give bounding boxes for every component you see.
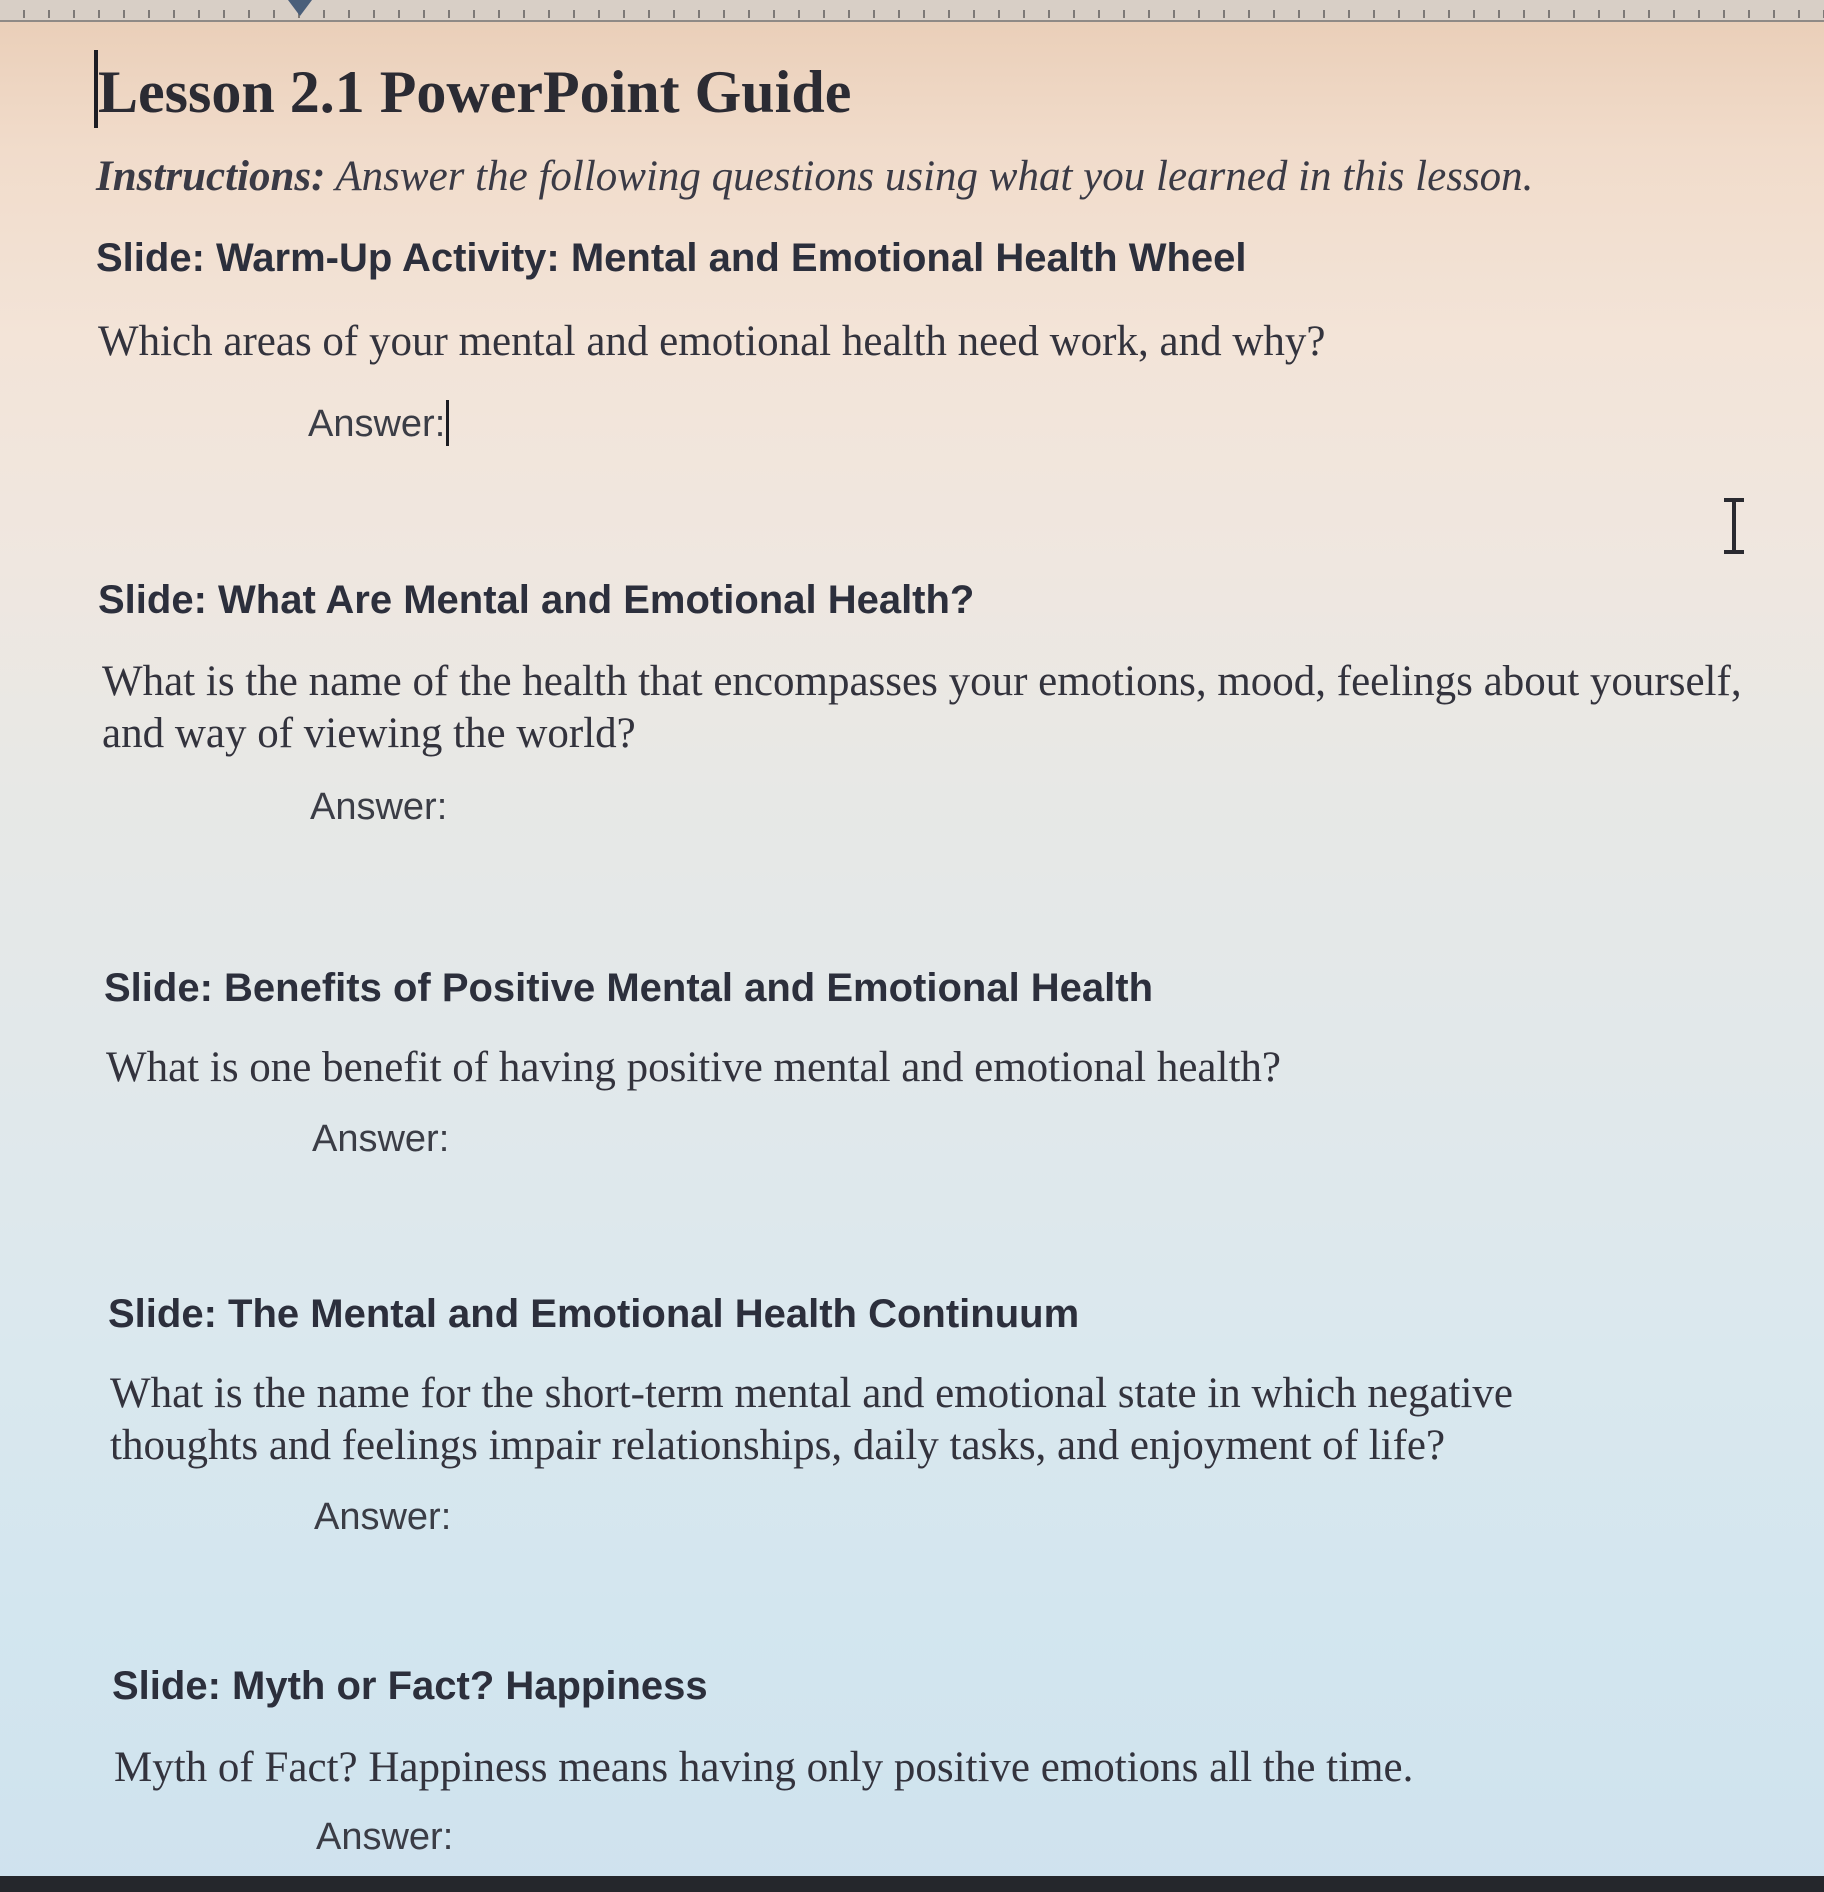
question-text: Myth of Fact? Happiness means having only positive emotions all the time.	[114, 1744, 1414, 1791]
answer-field[interactable]	[316, 1816, 453, 1859]
status-bar	[0, 1876, 1824, 1892]
slide-heading: Slide: Myth or Fact? Happiness	[112, 1664, 708, 1708]
instructions	[96, 152, 1533, 201]
question-text: What is the name for the short-term mental and emotional state in which negative thoughts and feelings impair relationships, daily tasks, and enjoyment of life?	[110, 1370, 1514, 1469]
answer-field[interactable]	[314, 1496, 451, 1539]
answer-label: Answer:	[308, 403, 446, 445]
slide-heading: Slide: What Are Mental and Emotional Health?	[98, 578, 975, 622]
answer-label: Answer:	[316, 1816, 454, 1858]
slide-heading: Slide: Benefits of Positive Mental and Emotional Health	[104, 966, 1154, 1010]
answer-field[interactable]	[310, 786, 447, 829]
answer-field[interactable]	[308, 400, 449, 446]
slide-heading: Slide: Warm-Up Activity: Mental and Emotional Health Wheel	[96, 236, 1247, 280]
question-text: Which areas of your mental and emotional health need work, and why?	[98, 318, 1326, 365]
question-text: What is one benefit of having positive mental and emotional health?	[106, 1044, 1281, 1091]
slide-heading: Slide: The Mental and Emotional Health Continuum	[108, 1292, 1080, 1336]
answer-label: Answer:	[314, 1496, 452, 1538]
instructions-label: Instructions:	[96, 153, 326, 200]
instructions-text: Answer the following questions using what you learned in this lesson.	[325, 153, 1534, 200]
answer-label: Answer:	[312, 1118, 450, 1160]
question-text: What is the name of the health that encompasses your emotions, mood, feelings about yourself, and way of viewing the world?	[102, 658, 1742, 757]
answer-field[interactable]	[312, 1118, 449, 1161]
i-beam-cursor-icon	[1722, 498, 1746, 554]
text-caret	[446, 400, 449, 446]
page-title: Lesson 2.1 PowerPoint Guide	[98, 59, 852, 125]
answer-label: Answer:	[310, 786, 448, 828]
